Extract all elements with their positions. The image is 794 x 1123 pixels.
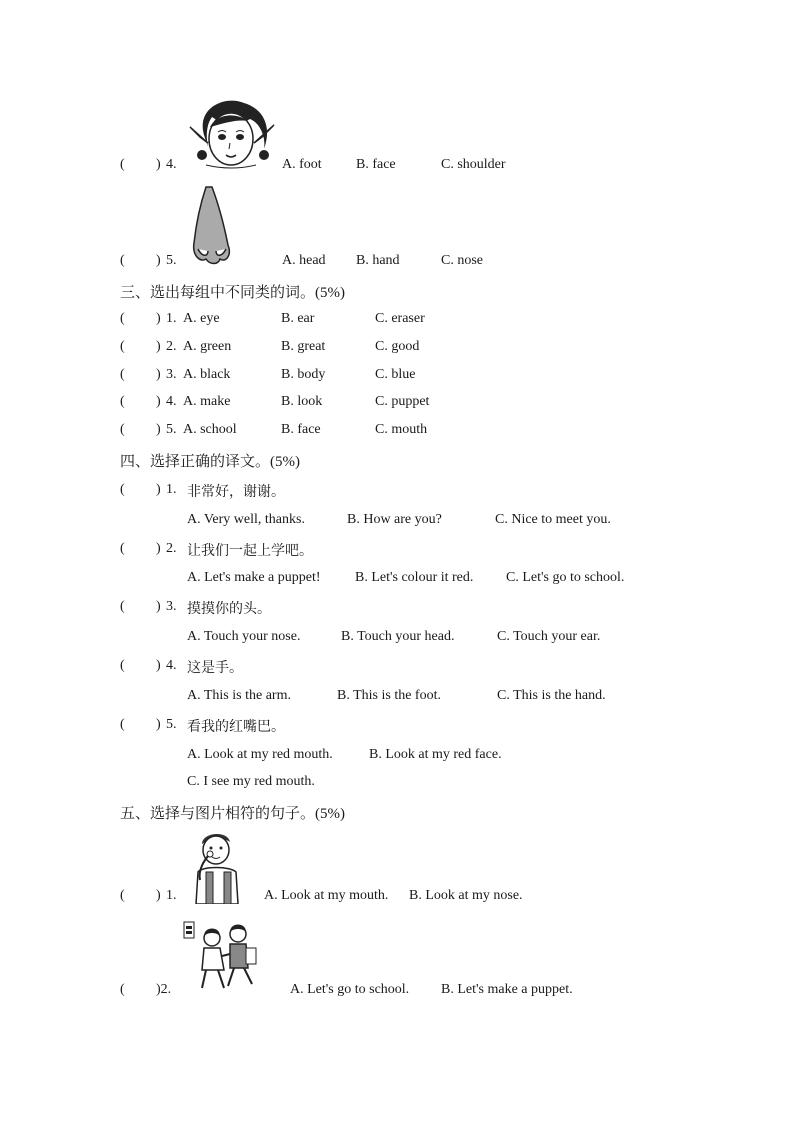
option-b: B. Look at my red face.	[369, 747, 502, 762]
answer-paren-close: )	[156, 311, 161, 326]
answer-paren-close-number: )2.	[156, 982, 172, 997]
option-a: A. Touch your nose.	[187, 629, 301, 644]
option-b: B. How are you?	[347, 512, 442, 527]
option-a: A. school	[183, 422, 237, 437]
answer-paren-open[interactable]: (	[120, 311, 125, 326]
option-b: B. Look at my nose.	[409, 888, 523, 903]
chinese-sentence: 非常好，谢谢。	[187, 485, 285, 500]
answer-paren-close: )	[156, 422, 161, 437]
option-c: C. shoulder	[441, 157, 506, 172]
girl-face-icon	[186, 97, 276, 169]
option-b: B. look	[281, 394, 323, 409]
option-c: C. Nice to meet you.	[495, 512, 611, 527]
boy-pointing-icon	[188, 830, 246, 904]
option-b: B. ear	[281, 311, 315, 326]
option-b: B. face	[356, 157, 396, 172]
answer-paren-open[interactable]: (	[120, 482, 125, 497]
option-a: A. Very well, thanks.	[187, 512, 305, 527]
answer-paren-open[interactable]: (	[120, 717, 125, 732]
answer-paren-open[interactable]: (	[120, 982, 125, 997]
option-c: C. blue	[375, 367, 416, 382]
section-3-title: 三、选出每组中不同类的词。(5%)	[120, 285, 345, 301]
answer-paren-open[interactable]: (	[120, 157, 125, 172]
option-a: A. This is the arm.	[187, 688, 291, 703]
option-a: A. Look at my mouth.	[264, 888, 389, 903]
option-b: B. This is the foot.	[337, 688, 441, 703]
option-c: C. Let's go to school.	[506, 570, 625, 585]
option-b: B. Let's make a puppet.	[441, 982, 573, 997]
answer-paren-close: )	[156, 717, 161, 732]
option-c: C. nose	[441, 253, 483, 268]
chinese-sentence: 让我们一起上学吧。	[187, 544, 313, 559]
question-number: 5.	[166, 422, 177, 437]
answer-paren-close: )	[156, 599, 161, 614]
question-number: 1.	[166, 888, 177, 903]
answer-paren-open[interactable]: (	[120, 394, 125, 409]
answer-paren-open[interactable]: (	[120, 253, 125, 268]
question-number: 1.	[166, 482, 177, 497]
children-walking-icon	[182, 918, 266, 994]
answer-paren-close: )	[156, 339, 161, 354]
option-c: C. good	[375, 339, 420, 354]
option-c: C. puppet	[375, 394, 430, 409]
option-c: C. This is the hand.	[497, 688, 606, 703]
option-b: B. body	[281, 367, 326, 382]
section-4-title: 四、选择正确的译文。(5%)	[120, 454, 300, 470]
answer-paren-close: )	[156, 658, 161, 673]
option-b: B. Touch your head.	[341, 629, 455, 644]
answer-paren-close: )	[156, 367, 161, 382]
option-a: A. green	[183, 339, 232, 354]
option-a: A. Let's go to school.	[290, 982, 410, 997]
option-a: A. Look at my red mouth.	[187, 747, 333, 762]
option-a: A. make	[183, 394, 231, 409]
answer-paren-close: )	[156, 482, 161, 497]
answer-paren-open[interactable]: (	[120, 658, 125, 673]
answer-paren-open[interactable]: (	[120, 339, 125, 354]
option-c: C. Touch your ear.	[497, 629, 601, 644]
option-b: B. great	[281, 339, 326, 354]
answer-paren-open[interactable]: (	[120, 541, 125, 556]
answer-paren-open[interactable]: (	[120, 422, 125, 437]
question-number: 4.	[166, 658, 177, 673]
answer-paren-close: )	[156, 157, 161, 172]
question-number: 1.	[166, 311, 177, 326]
answer-paren-close: )	[156, 253, 161, 268]
option-a: A. Let's make a puppet!	[187, 570, 321, 585]
answer-paren-open[interactable]: (	[120, 599, 125, 614]
option-b: B. hand	[356, 253, 400, 268]
question-number: 3.	[166, 367, 177, 382]
option-a: A. head	[282, 253, 326, 268]
answer-paren-close: )	[156, 541, 161, 556]
section-5-title: 五、选择与图片相符的句子。(5%)	[120, 806, 345, 822]
option-c: C. I see my red mouth.	[187, 774, 315, 789]
nose-icon	[190, 185, 234, 269]
option-b: B. face	[281, 422, 321, 437]
question-number: 4.	[166, 157, 177, 172]
answer-paren-open[interactable]: (	[120, 888, 125, 903]
question-number: 3.	[166, 599, 177, 614]
chinese-sentence: 这是手。	[187, 661, 243, 676]
option-c: C. mouth	[375, 422, 428, 437]
chinese-sentence: 摸摸你的头。	[187, 602, 271, 617]
question-number: 2.	[166, 541, 177, 556]
option-b: B. Let's colour it red.	[355, 570, 474, 585]
option-a: A. eye	[183, 311, 220, 326]
answer-paren-close: )	[156, 394, 161, 409]
answer-paren-close: )	[156, 888, 161, 903]
question-number: 5.	[166, 717, 177, 732]
option-a: A. foot	[282, 157, 322, 172]
option-a: A. black	[183, 367, 231, 382]
chinese-sentence: 看我的红嘴巴。	[187, 720, 285, 735]
option-c: C. eraser	[375, 311, 425, 326]
question-number: 2.	[166, 339, 177, 354]
question-number: 4.	[166, 394, 177, 409]
answer-paren-open[interactable]: (	[120, 367, 125, 382]
question-number: 5.	[166, 253, 177, 268]
